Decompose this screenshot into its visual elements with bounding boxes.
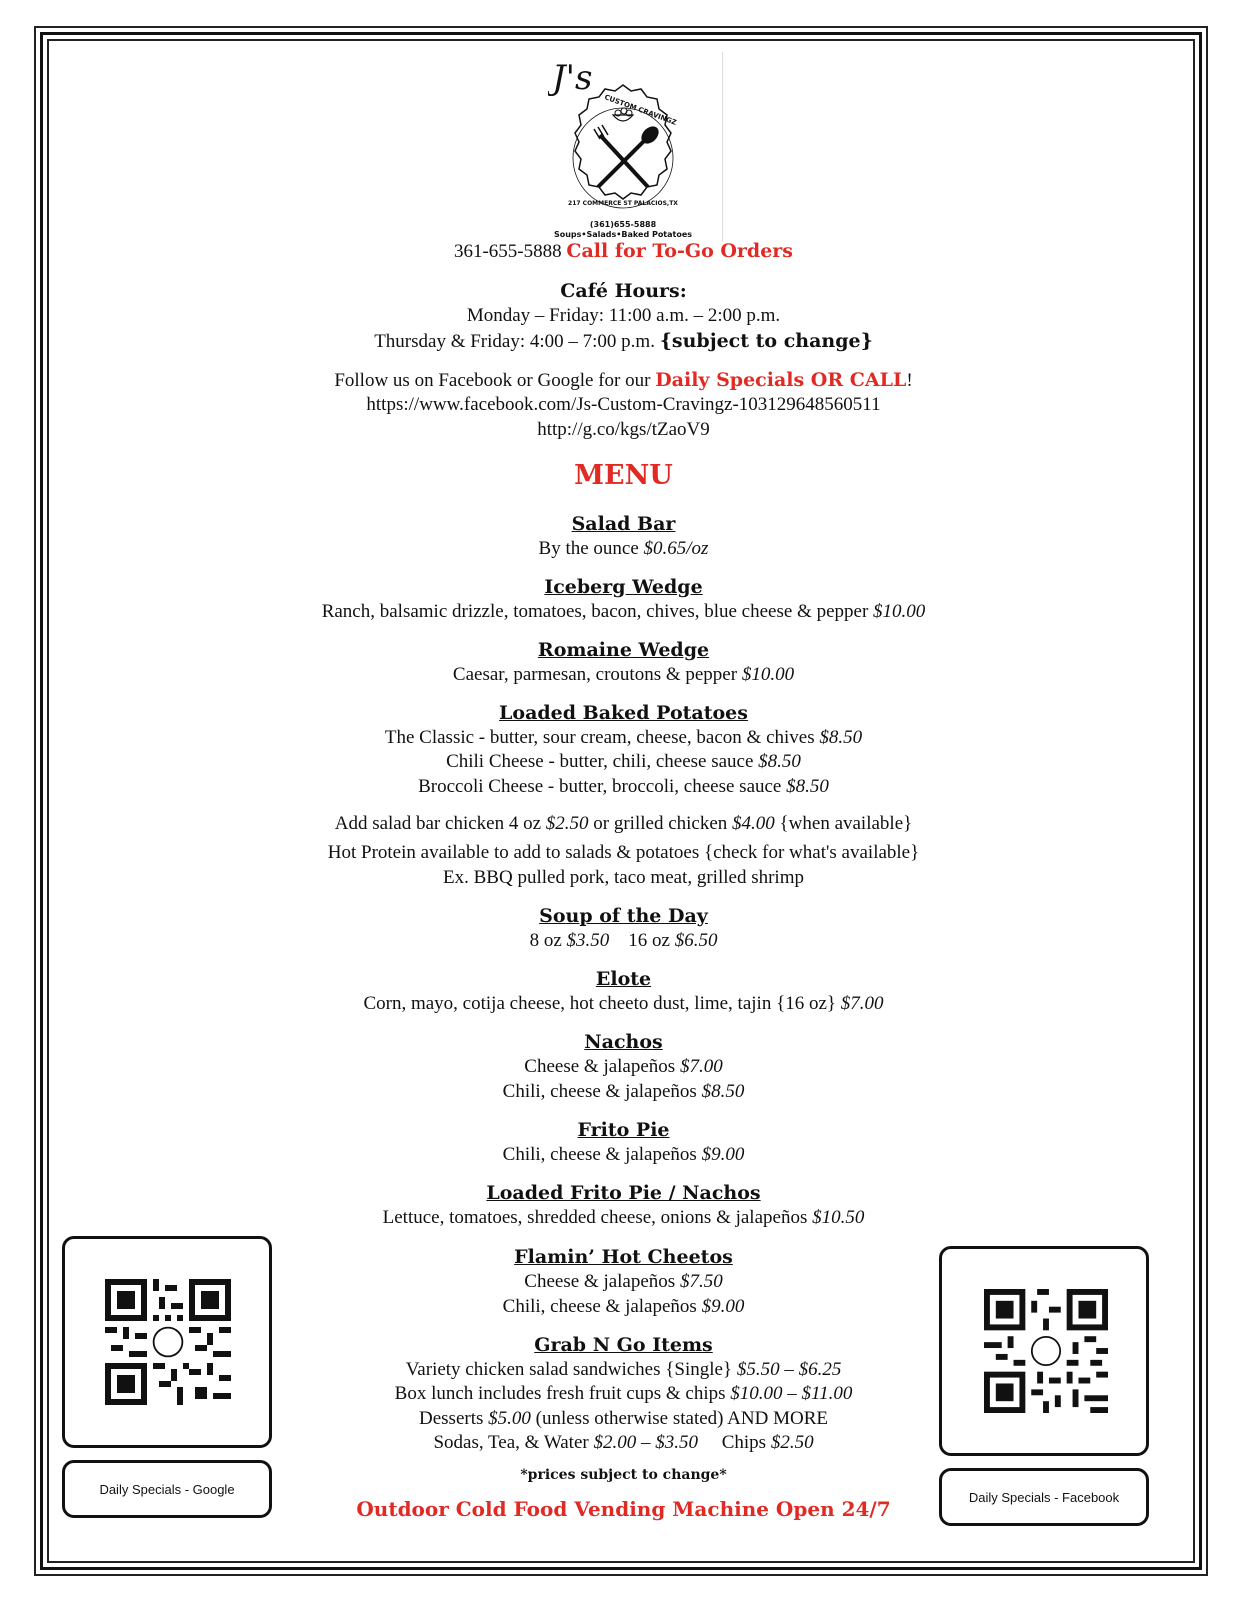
soup-size: 16 oz bbox=[628, 930, 670, 951]
addon-line-2: Hot Protein available to add to salads & potatoes {check for what's available} bbox=[327, 842, 920, 863]
hours-line-2 bbox=[0, 330, 1247, 353]
hours-line-2-text: Thursday & Friday: 4:00 – 7:00 p.m. bbox=[374, 331, 655, 352]
salad-bar-price: $0.65/oz bbox=[643, 538, 709, 559]
potato-item-text: Broccoli Cheese - butter, broccoli, cheese sauce bbox=[418, 776, 782, 797]
logo-divider bbox=[722, 52, 723, 242]
salad-bowl-icon bbox=[613, 108, 633, 121]
phone-line bbox=[0, 240, 1247, 263]
grab-price: $5.50 – $6.25 bbox=[736, 1359, 842, 1380]
frito-pie-text: Chili, cheese & jalapeños bbox=[502, 1144, 697, 1165]
qr-code-facebook[interactable] bbox=[939, 1246, 1149, 1456]
potatoes-heading: Loaded Baked Potatoes bbox=[499, 702, 748, 724]
flamin-heading: Flamin’ Hot Cheetos bbox=[514, 1246, 733, 1268]
logo-arc-text: CUSTOM CRAVINGZ bbox=[603, 93, 678, 127]
hours-line-1: Monday – Friday: 11:00 a.m. – 2:00 p.m. bbox=[466, 305, 781, 326]
call-to-go-text: Call for To-Go Orders bbox=[566, 240, 794, 262]
potato-item-price: $8.50 bbox=[758, 751, 801, 772]
nachos-item-text: Chili, cheese & jalapeños bbox=[502, 1081, 697, 1102]
hours-note: {subject to change} bbox=[659, 330, 873, 352]
nachos-item-price: $8.50 bbox=[701, 1081, 745, 1102]
romaine-price: $10.00 bbox=[741, 664, 795, 685]
potato-item-price: $8.50 bbox=[786, 776, 829, 797]
potato-item bbox=[0, 727, 1247, 749]
qr-code-icon bbox=[105, 1279, 231, 1405]
nachos-heading: Nachos bbox=[584, 1031, 663, 1053]
soup-price: $6.50 bbox=[674, 930, 718, 951]
soup-line bbox=[0, 930, 1247, 952]
soup-heading: Soup of the Day bbox=[539, 905, 708, 927]
grab-price: $5.00 bbox=[488, 1408, 531, 1429]
potato-item bbox=[0, 776, 1247, 798]
qr-label-facebook: Daily Specials - Facebook bbox=[939, 1468, 1149, 1526]
grab-text: Desserts bbox=[419, 1408, 484, 1429]
frito-pie-price: $9.00 bbox=[701, 1144, 745, 1165]
addon-price: $2.50 bbox=[545, 813, 589, 834]
frito-pie-line bbox=[0, 1144, 1247, 1166]
logo-phone: (361)655-5888 bbox=[589, 220, 657, 229]
facebook-url[interactable]: https://www.facebook.com/Js-Custom-Cravingz-103129648560511 bbox=[366, 394, 881, 415]
potato-item-text: Chili Cheese - butter, chili, cheese sauce bbox=[446, 751, 754, 772]
qr-code-icon bbox=[984, 1289, 1108, 1413]
romaine-text: Caesar, parmesan, croutons & pepper bbox=[452, 664, 738, 685]
romaine-line bbox=[0, 664, 1247, 686]
nachos-item-price: $7.00 bbox=[679, 1056, 723, 1077]
salad-bar-heading: Salad Bar bbox=[571, 513, 676, 535]
frito-pie-heading: Frito Pie bbox=[577, 1119, 670, 1141]
follow-suffix: ! bbox=[906, 370, 913, 391]
loaded-frito-text: Lettuce, tomatoes, shredded cheese, onions & jalapeños bbox=[382, 1207, 808, 1228]
grab-heading: Grab N Go Items bbox=[534, 1334, 713, 1356]
loaded-frito-price: $10.50 bbox=[812, 1207, 865, 1228]
iceberg-text: Ranch, balsamic drizzle, tomatoes, bacon, chives, blue cheese & pepper bbox=[321, 601, 869, 622]
grab-price: $10.00 – $11.00 bbox=[730, 1383, 853, 1404]
elote-text: Corn, mayo, cotija cheese, hot cheeto dust, lime, tajin {16 oz} bbox=[363, 993, 837, 1014]
iceberg-line bbox=[0, 601, 1247, 623]
logo-address: 217 COMMERCE ST PALACIOS,TX bbox=[568, 200, 678, 207]
salad-bar-text: By the ounce bbox=[538, 538, 639, 559]
qr-label-google: Daily Specials - Google bbox=[62, 1460, 272, 1518]
grab-text: Chips bbox=[721, 1432, 767, 1453]
grab-price: $2.00 – $3.50 bbox=[593, 1432, 698, 1453]
addon-price: $4.00 bbox=[732, 813, 775, 834]
menu-title: MENU bbox=[574, 460, 673, 491]
potato-item-text: The Classic - butter, sour cream, cheese, bacon & chives bbox=[384, 727, 815, 748]
soup-price: $3.50 bbox=[566, 930, 610, 951]
grab-price: $2.50 bbox=[770, 1432, 814, 1453]
phone-number[interactable]: 361-655-5888 bbox=[453, 241, 562, 262]
elote-price: $7.00 bbox=[840, 993, 884, 1014]
nachos-item bbox=[0, 1056, 1247, 1078]
flamin-item-price: $7.50 bbox=[679, 1271, 723, 1292]
nachos-item bbox=[0, 1081, 1247, 1103]
logo-tagline: Soups•Salads•Baked Potatoes bbox=[553, 230, 693, 239]
qr-code-google[interactable] bbox=[62, 1236, 272, 1448]
fork-spoon-icon bbox=[594, 123, 662, 187]
addon-line-3: Ex. BBQ pulled pork, taco meat, grilled shrimp bbox=[443, 867, 804, 888]
restaurant-logo bbox=[548, 55, 698, 245]
elote-heading: Elote bbox=[595, 968, 652, 990]
follow-prefix: Follow us on Facebook or Google for our bbox=[334, 370, 651, 391]
iceberg-heading: Iceberg Wedge bbox=[544, 576, 703, 598]
addon-note: {when available} bbox=[779, 813, 913, 834]
daily-specials-highlight: Daily Specials OR CALL bbox=[655, 369, 907, 391]
potato-item bbox=[0, 751, 1247, 773]
grab-text: Sodas, Tea, & Water bbox=[433, 1432, 589, 1453]
flamin-item-text: Cheese & jalapeños bbox=[524, 1271, 676, 1292]
addon-text: or grilled chicken bbox=[593, 813, 728, 834]
soup-size: 8 oz bbox=[529, 930, 562, 951]
loaded-frito-heading: Loaded Frito Pie / Nachos bbox=[486, 1182, 761, 1204]
vending-footer: Outdoor Cold Food Vending Machine Open 24/7 bbox=[356, 1497, 891, 1521]
potato-item-price: $8.50 bbox=[819, 727, 863, 748]
addon-line-1 bbox=[0, 813, 1247, 835]
flamin-item-text: Chili, cheese & jalapeños bbox=[502, 1296, 697, 1317]
prices-note: *prices subject to change* bbox=[520, 1467, 727, 1483]
grab-text: Box lunch includes fresh fruit cups & chips bbox=[394, 1383, 726, 1404]
elote-line bbox=[0, 993, 1247, 1015]
flamin-item-price: $9.00 bbox=[701, 1296, 745, 1317]
nachos-item-text: Cheese & jalapeños bbox=[524, 1056, 676, 1077]
salad-bar-line bbox=[0, 538, 1247, 560]
loaded-frito-line bbox=[0, 1207, 1247, 1229]
grab-text: Variety chicken salad sandwiches {Single} bbox=[405, 1359, 733, 1380]
addon-text: Add salad bar chicken 4 oz bbox=[334, 813, 542, 834]
hours-title: Café Hours: bbox=[560, 280, 687, 302]
logo-script: J's bbox=[552, 58, 593, 98]
romaine-heading: Romaine Wedge bbox=[537, 639, 710, 661]
google-url[interactable]: http://g.co/kgs/tZaoV9 bbox=[537, 419, 710, 440]
grab-text: (unless otherwise stated) AND MORE bbox=[535, 1408, 828, 1429]
follow-line bbox=[0, 369, 1247, 392]
iceberg-price: $10.00 bbox=[873, 601, 926, 622]
